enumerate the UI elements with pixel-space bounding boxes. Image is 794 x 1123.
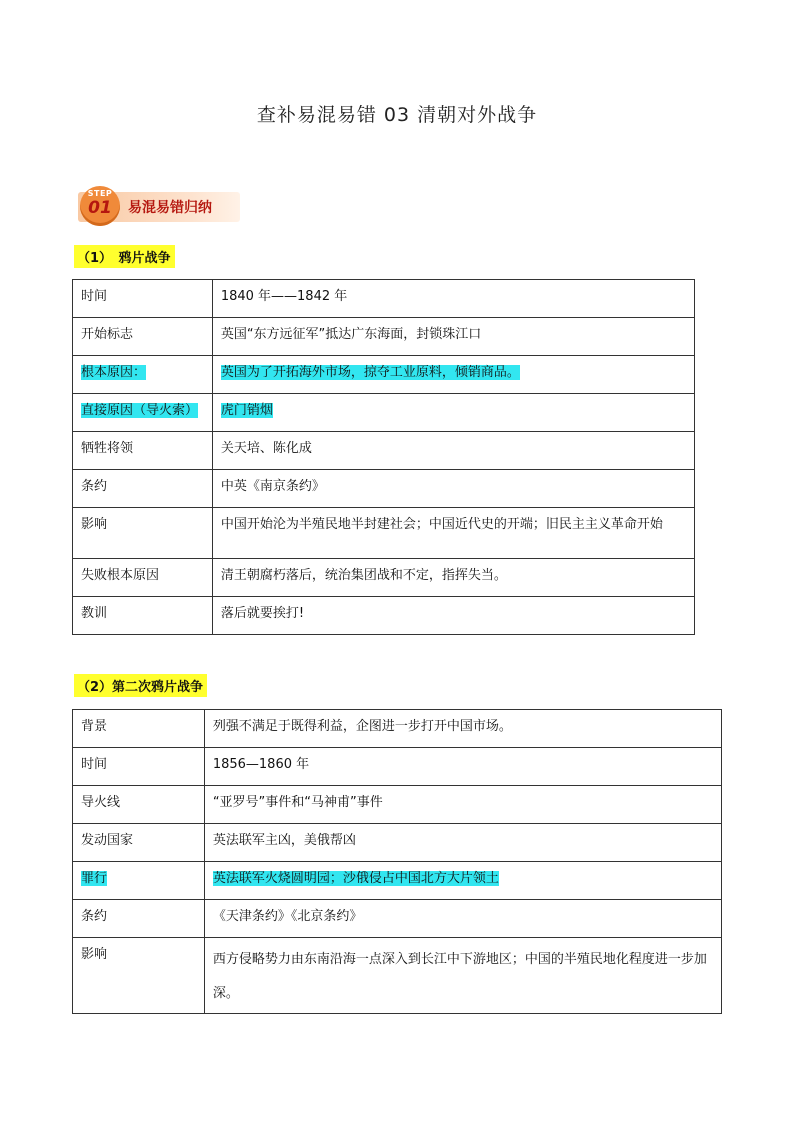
row-value: 关天培、陈化成 xyxy=(220,441,312,456)
step-word: STEP xyxy=(87,189,113,198)
table-row xyxy=(73,938,722,1014)
row-value: 英法联军主凶，美俄帮凶 xyxy=(212,833,356,848)
row-label: 背景 xyxy=(81,719,108,734)
row-value: 中国开始沦为半殖民地半封建社会；中国近代史的开端；旧民主主义革命开始 xyxy=(220,517,663,532)
row-label: 罪行 xyxy=(81,871,108,886)
table-row xyxy=(73,824,722,862)
row-label: 影响 xyxy=(81,517,108,532)
row-value: 落后就要挨打! xyxy=(220,606,305,621)
table-row xyxy=(73,710,722,748)
row-label: 教训 xyxy=(81,606,108,621)
row-label: 根本原因： xyxy=(81,365,147,380)
table-row xyxy=(73,508,695,559)
row-value: “亚罗号”事件和“马神甫”事件 xyxy=(212,795,383,810)
row-label: 时间 xyxy=(81,289,108,304)
row-value: 西方侵略势力由东南沿海一点深入到长江中下游地区；中国的半殖民地化程度进一步加深。 xyxy=(212,952,707,1001)
section1-table xyxy=(72,279,695,635)
row-label: 牺牲将领 xyxy=(81,441,134,456)
section2-heading: （2）第二次鸦片战争 xyxy=(74,674,207,697)
row-label: 直接原因（导火索） xyxy=(81,403,199,418)
row-label: 导火线 xyxy=(81,795,121,810)
step-label: 易混易错归纳 xyxy=(128,200,212,216)
page-title: 查补易混易错 03 清朝对外战争 xyxy=(256,104,538,126)
row-value: 清王朝腐朽落后，统治集团战和不定，指挥失当。 xyxy=(220,568,507,583)
row-value: 英国“东方远征军”抵达广东海面，封锁珠江口 xyxy=(220,327,482,342)
row-label: 失败根本原因 xyxy=(81,568,160,583)
row-label: 条约 xyxy=(81,909,108,924)
row-value: 中英《南京条约》 xyxy=(220,479,325,494)
table-row xyxy=(73,356,695,394)
table-row xyxy=(73,394,695,432)
table-row xyxy=(73,280,695,318)
section2-table xyxy=(72,709,722,1014)
table-row xyxy=(73,559,695,597)
table-row xyxy=(73,432,695,470)
row-value: 虎门销烟 xyxy=(220,403,273,418)
row-label: 影响 xyxy=(81,947,108,962)
row-value: 1856—1860 年 xyxy=(212,757,310,772)
row-value: 《天津条约》《北京条约》 xyxy=(212,909,363,924)
row-label: 条约 xyxy=(81,479,108,494)
table-row xyxy=(73,748,722,786)
table-row xyxy=(73,862,722,900)
section1-heading: （1） 鸦片战争 xyxy=(74,245,175,268)
table-row xyxy=(73,597,695,635)
row-value: 英法联军火烧圆明园；沙俄侵占中国北方大片领土 xyxy=(212,871,499,886)
table-row xyxy=(73,786,722,824)
row-label: 发动国家 xyxy=(81,833,134,848)
row-value: 1840 年——1842 年 xyxy=(220,289,348,304)
row-label: 开始标志 xyxy=(81,327,134,342)
row-label: 时间 xyxy=(81,757,108,772)
table-row xyxy=(73,470,695,508)
row-value: 列强不满足于既得利益，企图进一步打开中国市场。 xyxy=(212,719,512,734)
step-badge xyxy=(78,186,240,228)
table-row xyxy=(73,900,722,938)
step-number: 01 xyxy=(88,198,112,218)
row-value: 英国为了开拓海外市场，掠夺工业原料，倾销商品。 xyxy=(220,365,520,380)
table-row xyxy=(73,318,695,356)
